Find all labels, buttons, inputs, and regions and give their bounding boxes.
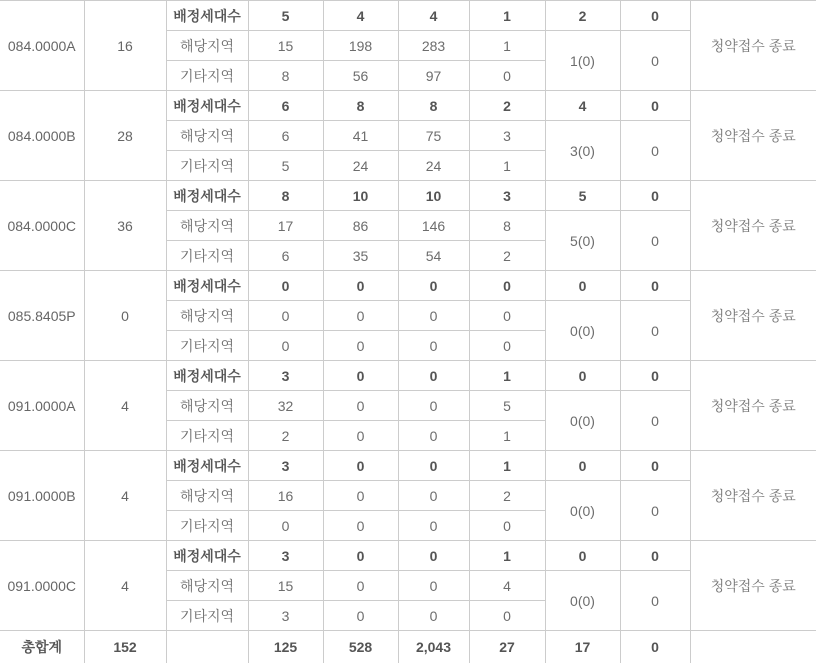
local-value-cell: 86: [323, 211, 398, 241]
local-value-cell: 6: [248, 121, 323, 151]
merged-value-cell: 1(0): [545, 31, 620, 91]
allocated-value-cell: 0: [620, 1, 690, 31]
other-value-cell: 0: [469, 601, 545, 631]
allocated-value-cell: 0: [248, 271, 323, 301]
allocated-value-cell: 0: [398, 541, 469, 571]
supply-units-cell: 28: [84, 91, 166, 181]
merged-value-cell: 0(0): [545, 391, 620, 451]
local-value-cell: 5: [469, 391, 545, 421]
other-value-cell: 6: [248, 241, 323, 271]
local-value-cell: 0: [248, 301, 323, 331]
other-value-cell: 56: [323, 61, 398, 91]
local-value-cell: 0: [323, 571, 398, 601]
row-label-allocated: 배정세대수: [166, 451, 248, 481]
row-label-other: 기타지역: [166, 151, 248, 181]
allocated-value-cell: 0: [469, 271, 545, 301]
row-label-local: 해당지역: [166, 391, 248, 421]
allocated-value-cell: 8: [398, 91, 469, 121]
other-value-cell: 24: [323, 151, 398, 181]
allocated-value-cell: 1: [469, 541, 545, 571]
allocated-value-cell: 3: [248, 541, 323, 571]
allocated-value-cell: 10: [323, 181, 398, 211]
allocated-value-cell: 0: [398, 271, 469, 301]
allocated-value-cell: 0: [620, 361, 690, 391]
allocated-value-cell: 0: [323, 271, 398, 301]
allocated-value-cell: 0: [323, 451, 398, 481]
unit-type-code-cell: 091.0000B: [0, 451, 84, 541]
local-value-cell: 0: [469, 301, 545, 331]
allocated-value-cell: 3: [469, 181, 545, 211]
total-value-cell: 27: [469, 631, 545, 663]
local-value-cell: 41: [323, 121, 398, 151]
group-row-allocated: [0, 361, 816, 391]
local-value-cell: 16: [248, 481, 323, 511]
unit-type-code-cell: 091.0000C: [0, 541, 84, 631]
row-label-allocated: 배정세대수: [166, 271, 248, 301]
merged-value-cell: 0: [620, 391, 690, 451]
row-label-allocated: 배정세대수: [166, 1, 248, 31]
other-value-cell: 0: [323, 511, 398, 541]
merged-value-cell: 0: [620, 211, 690, 271]
allocated-value-cell: 0: [545, 361, 620, 391]
allocated-value-cell: 0: [323, 541, 398, 571]
total-value-cell: 17: [545, 631, 620, 663]
local-value-cell: 1: [469, 31, 545, 61]
row-label-local: 해당지역: [166, 211, 248, 241]
supply-units-cell: 4: [84, 361, 166, 451]
unit-type-code-cell: 085.8405P: [0, 271, 84, 361]
row-label-other: 기타지역: [166, 241, 248, 271]
row-label-other: 기타지역: [166, 61, 248, 91]
other-value-cell: 0: [398, 511, 469, 541]
other-value-cell: 1: [469, 421, 545, 451]
unit-type-code-cell: 084.0000C: [0, 181, 84, 271]
merged-value-cell: 3(0): [545, 121, 620, 181]
other-value-cell: 0: [398, 421, 469, 451]
row-label-other: 기타지역: [166, 331, 248, 361]
local-value-cell: 8: [469, 211, 545, 241]
unit-type-code-cell: 084.0000A: [0, 1, 84, 91]
local-value-cell: 15: [248, 31, 323, 61]
merged-value-cell: 0(0): [545, 301, 620, 361]
row-label-local: 해당지역: [166, 571, 248, 601]
allocated-value-cell: 2: [469, 91, 545, 121]
total-value-cell: 528: [323, 631, 398, 663]
group-row-allocated: [0, 451, 816, 481]
row-label-local: 해당지역: [166, 121, 248, 151]
merged-value-cell: 0: [620, 121, 690, 181]
local-value-cell: 0: [323, 391, 398, 421]
allocated-value-cell: 0: [620, 451, 690, 481]
group-row-allocated: [0, 1, 816, 31]
status-cell: 청약접수 종료: [690, 181, 816, 271]
other-value-cell: 3: [248, 601, 323, 631]
local-value-cell: 17: [248, 211, 323, 241]
other-value-cell: 0: [323, 421, 398, 451]
other-value-cell: 1: [469, 151, 545, 181]
supply-units-cell: 4: [84, 451, 166, 541]
allocated-value-cell: 8: [248, 181, 323, 211]
other-value-cell: 0: [398, 331, 469, 361]
allocated-value-cell: 1: [469, 451, 545, 481]
status-cell: 청약접수 종료: [690, 451, 816, 541]
allocated-value-cell: 0: [620, 181, 690, 211]
row-label-other: 기타지역: [166, 601, 248, 631]
local-value-cell: 4: [469, 571, 545, 601]
local-value-cell: 198: [323, 31, 398, 61]
local-value-cell: 2: [469, 481, 545, 511]
row-label-other: 기타지역: [166, 511, 248, 541]
supply-units-cell: 16: [84, 1, 166, 91]
row-label-allocated: 배정세대수: [166, 541, 248, 571]
total-label-cell: 총합계: [0, 631, 84, 663]
total-units-cell: 152: [84, 631, 166, 663]
merged-value-cell: 5(0): [545, 211, 620, 271]
local-value-cell: 3: [469, 121, 545, 151]
group-row-allocated: [0, 271, 816, 301]
other-value-cell: 24: [398, 151, 469, 181]
row-label-local: 해당지역: [166, 481, 248, 511]
other-value-cell: 0: [398, 601, 469, 631]
allocated-value-cell: 3: [248, 451, 323, 481]
allocated-value-cell: 0: [545, 451, 620, 481]
other-value-cell: 0: [469, 511, 545, 541]
allocated-value-cell: 4: [398, 1, 469, 31]
other-value-cell: 0: [469, 61, 545, 91]
allocated-value-cell: 10: [398, 181, 469, 211]
row-label-local: 해당지역: [166, 31, 248, 61]
local-value-cell: 146: [398, 211, 469, 241]
merged-value-cell: 0(0): [545, 571, 620, 631]
allocated-value-cell: 5: [545, 181, 620, 211]
local-value-cell: 15: [248, 571, 323, 601]
allocated-value-cell: 1: [469, 361, 545, 391]
other-value-cell: 2: [248, 421, 323, 451]
other-value-cell: 0: [323, 601, 398, 631]
other-value-cell: 54: [398, 241, 469, 271]
status-cell: 청약접수 종료: [690, 1, 816, 91]
allocated-value-cell: 0: [545, 271, 620, 301]
other-value-cell: 0: [248, 511, 323, 541]
merged-value-cell: 0: [620, 301, 690, 361]
supply-units-cell: 36: [84, 181, 166, 271]
total-value-cell: 125: [248, 631, 323, 663]
total-empty-cell: [166, 631, 248, 663]
allocated-value-cell: 0: [620, 271, 690, 301]
status-cell: 청약접수 종료: [690, 271, 816, 361]
allocated-value-cell: 4: [545, 91, 620, 121]
unit-type-code-cell: 091.0000A: [0, 361, 84, 451]
unit-type-code-cell: 084.0000B: [0, 91, 84, 181]
row-label-local: 해당지역: [166, 301, 248, 331]
group-row-allocated: [0, 91, 816, 121]
status-cell: 청약접수 종료: [690, 541, 816, 631]
status-cell: 청약접수 종료: [690, 91, 816, 181]
group-row-allocated: [0, 181, 816, 211]
status-cell: 청약접수 종료: [690, 361, 816, 451]
allocated-value-cell: 3: [248, 361, 323, 391]
row-label-other: 기타지역: [166, 421, 248, 451]
allocated-value-cell: 5: [248, 1, 323, 31]
row-label-allocated: 배정세대수: [166, 361, 248, 391]
local-value-cell: 0: [323, 481, 398, 511]
row-label-allocated: 배정세대수: [166, 91, 248, 121]
group-row-allocated: [0, 541, 816, 571]
merged-value-cell: 0(0): [545, 481, 620, 541]
other-value-cell: 0: [323, 331, 398, 361]
other-value-cell: 5: [248, 151, 323, 181]
allocated-value-cell: 6: [248, 91, 323, 121]
supply-units-cell: 0: [84, 271, 166, 361]
local-value-cell: 75: [398, 121, 469, 151]
other-value-cell: 97: [398, 61, 469, 91]
merged-value-cell: 0: [620, 571, 690, 631]
allocated-value-cell: 0: [545, 541, 620, 571]
local-value-cell: 283: [398, 31, 469, 61]
allocated-value-cell: 8: [323, 91, 398, 121]
local-value-cell: 0: [398, 301, 469, 331]
other-value-cell: 35: [323, 241, 398, 271]
local-value-cell: 0: [398, 571, 469, 601]
allocated-value-cell: 2: [545, 1, 620, 31]
allocated-value-cell: 0: [323, 361, 398, 391]
total-value-cell: 2,043: [398, 631, 469, 663]
merged-value-cell: 0: [620, 481, 690, 541]
other-value-cell: 2: [469, 241, 545, 271]
total-row: [0, 631, 816, 663]
allocated-value-cell: 0: [398, 451, 469, 481]
other-value-cell: 8: [248, 61, 323, 91]
row-label-allocated: 배정세대수: [166, 181, 248, 211]
local-value-cell: 32: [248, 391, 323, 421]
allocated-value-cell: 0: [620, 541, 690, 571]
other-value-cell: 0: [469, 331, 545, 361]
allocated-value-cell: 0: [620, 91, 690, 121]
allocated-value-cell: 0: [398, 361, 469, 391]
allocated-value-cell: 1: [469, 1, 545, 31]
local-value-cell: 0: [323, 301, 398, 331]
local-value-cell: 0: [398, 391, 469, 421]
allocated-value-cell: 4: [323, 1, 398, 31]
total-status-empty-cell: [690, 631, 816, 663]
supply-units-cell: 4: [84, 541, 166, 631]
other-value-cell: 0: [248, 331, 323, 361]
merged-value-cell: 0: [620, 31, 690, 91]
total-value-cell: 0: [620, 631, 690, 663]
local-value-cell: 0: [398, 481, 469, 511]
